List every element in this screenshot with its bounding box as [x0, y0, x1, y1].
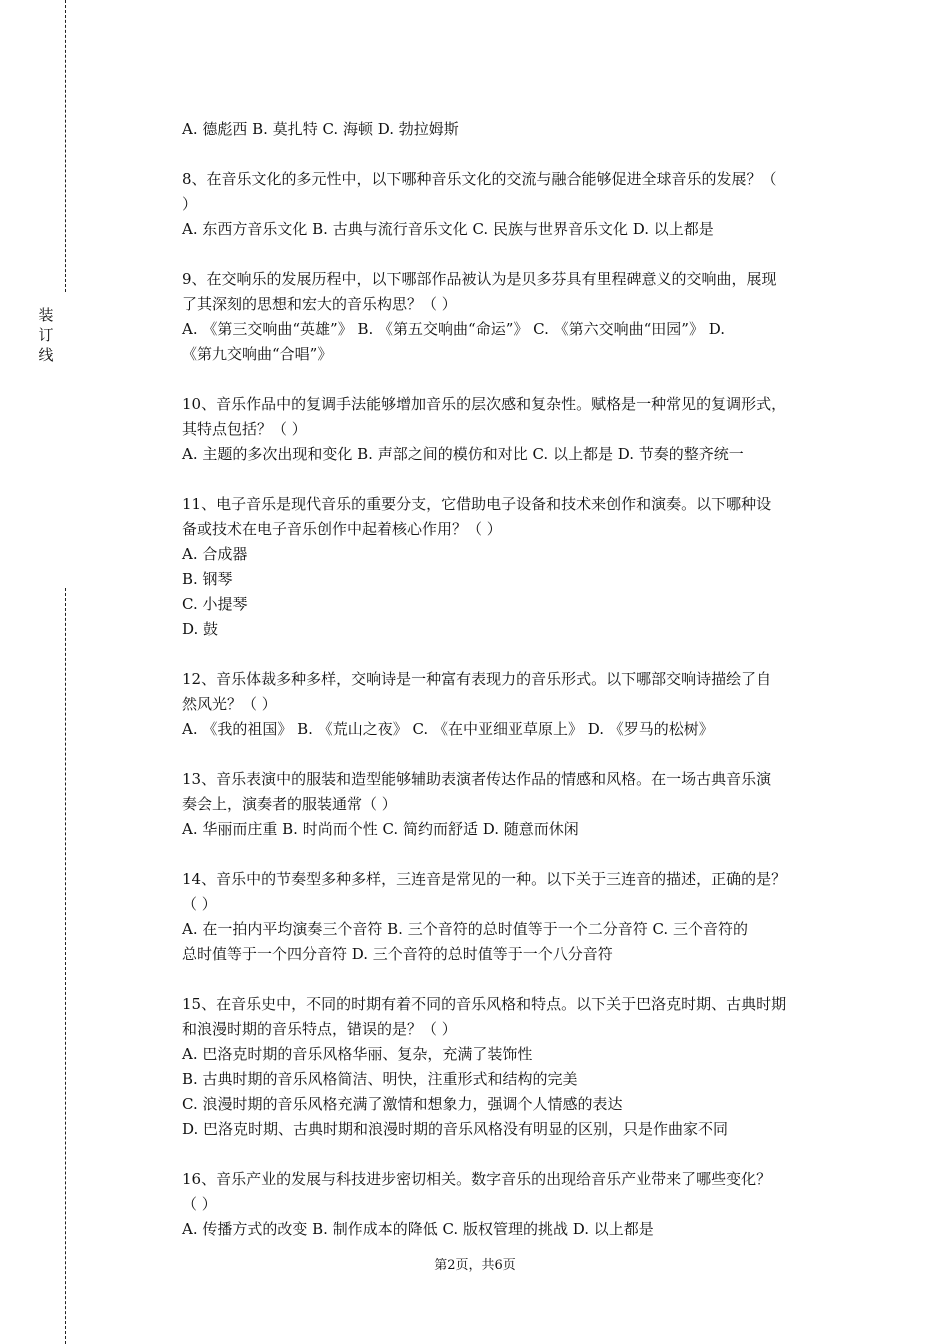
question-text: （ ）: [182, 895, 217, 913]
question-10: [182, 392, 850, 467]
question-text: 了其深刻的思想和宏大的音乐构思？（ ）: [182, 295, 457, 313]
binding-line-top: [65, 0, 66, 292]
question-text: 然风光？（ ）: [182, 695, 277, 713]
option-d: D. 鼓: [182, 620, 219, 638]
binding-label: [36, 305, 56, 365]
question-text: 其特点包括？（ ）: [182, 420, 307, 438]
question-text: （ ）: [182, 1195, 217, 1213]
question-text: 11、电子音乐是现代音乐的重要分支，它借助电子设备和技术来创作和演奏。以下哪种设: [182, 495, 772, 513]
option-b: B. 钢琴: [182, 570, 233, 588]
option-a: A. 巴洛克时期的音乐风格华丽、复杂，充满了装饰性: [182, 1045, 533, 1063]
option-d: D. 巴洛克时期、古典时期和浪漫时期的音乐风格没有明显的区别，只是作曲家不同: [182, 1120, 729, 1138]
binding-char: 装: [38, 306, 54, 324]
question-7-options: [182, 117, 850, 142]
options-line: A. 《我的祖国》 B. 《荒山之夜》 C. 《在中亚细亚草原上》 D. 《罗马的松树》: [182, 720, 714, 738]
question-text: 9、在交响乐的发展历程中，以下哪部作品被认为是贝多芬具有里程碑意义的交响曲，展现: [182, 270, 777, 288]
question-text: 16、音乐产业的发展与科技进步密切相关。数字音乐的出现给音乐产业带来了哪些变化？: [182, 1170, 772, 1188]
question-text: 14、音乐中的节奏型多种多样，三连音是常见的一种。以下关于三连音的描述，正确的是？: [182, 870, 787, 888]
binding-char: 订: [38, 326, 54, 344]
options-line: A. 《第三交响曲“英雄”》 B. 《第五交响曲“命运”》 C. 《第六交响曲“田园”》 D.: [182, 320, 725, 338]
question-12: [182, 667, 850, 742]
question-9: [182, 267, 850, 367]
page-number: 第2页，共6页: [434, 1258, 516, 1273]
question-text: ）: [182, 195, 198, 213]
question-text: 15、在音乐史中，不同的时期有着不同的音乐风格和特点。以下关于巴洛克时期、古典时期: [182, 995, 787, 1013]
option-c: C. 浪漫时期的音乐风格充满了激情和想象力，强调个人情感的表达: [182, 1095, 623, 1113]
options-line: A. 主题的多次出现和变化 B. 声部之间的模仿和对比 C. 以上都是 D. 节奏的整齐统一: [182, 445, 744, 463]
question-list: [182, 117, 850, 1242]
question-text: 奏会上，演奏者的服装通常（ ）: [182, 795, 397, 813]
binding-char: 线: [38, 346, 54, 364]
question-13: [182, 767, 850, 842]
options-line: A. 德彪西 B. 莫扎特 C. 海顿 D. 勃拉姆斯: [182, 120, 459, 138]
question-text: 12、音乐体裁多种多样，交响诗是一种富有表现力的音乐形式。以下哪部交响诗描绘了自: [182, 670, 772, 688]
question-text: 8、在音乐文化的多元性中，以下哪种音乐文化的交流与融合能够促进全球音乐的发展？（: [182, 170, 777, 188]
options-line: A. 在一拍内平均演奏三个音符 B. 三个音符的总时值等于一个二分音符 C. 三个音符的: [182, 920, 748, 938]
question-15: [182, 992, 850, 1142]
options-line: A. 华丽而庄重 B. 时尚而个性 C. 简约而舒适 D. 随意而休闲: [182, 820, 579, 838]
question-16: [182, 1167, 850, 1242]
option-b: B. 古典时期的音乐风格简洁、明快，注重形式和结构的完美: [182, 1070, 578, 1088]
question-text: 备或技术在电子音乐创作中起着核心作用？（ ）: [182, 520, 502, 538]
question-text: 10、音乐作品中的复调手法能够增加音乐的层次感和复杂性。赋格是一种常见的复调形式，: [182, 395, 787, 413]
question-11: [182, 492, 850, 642]
options-line: A. 东西方音乐文化 B. 古典与流行音乐文化 C. 民族与世界音乐文化 D. 以上都是: [182, 220, 714, 238]
question-text: 和浪漫时期的音乐特点，错误的是？（ ）: [182, 1020, 457, 1038]
question-14: [182, 867, 850, 967]
option-a: A. 合成器: [182, 545, 248, 563]
question-text: 13、音乐表演中的服装和造型能够辅助表演者传达作品的情感和风格。在一场古典音乐演: [182, 770, 772, 788]
options-line: 《第九交响曲“合唱”》: [182, 345, 333, 363]
option-c: C. 小提琴: [182, 595, 248, 613]
question-8: [182, 167, 850, 242]
options-line: A. 传播方式的改变 B. 制作成本的降低 C. 版权管理的挑战 D. 以上都是: [182, 1220, 654, 1238]
binding-line-bottom: [65, 588, 66, 1344]
options-line: 总时值等于一个四分音符 D. 三个音符的总时值等于一个八分音符: [182, 945, 613, 963]
